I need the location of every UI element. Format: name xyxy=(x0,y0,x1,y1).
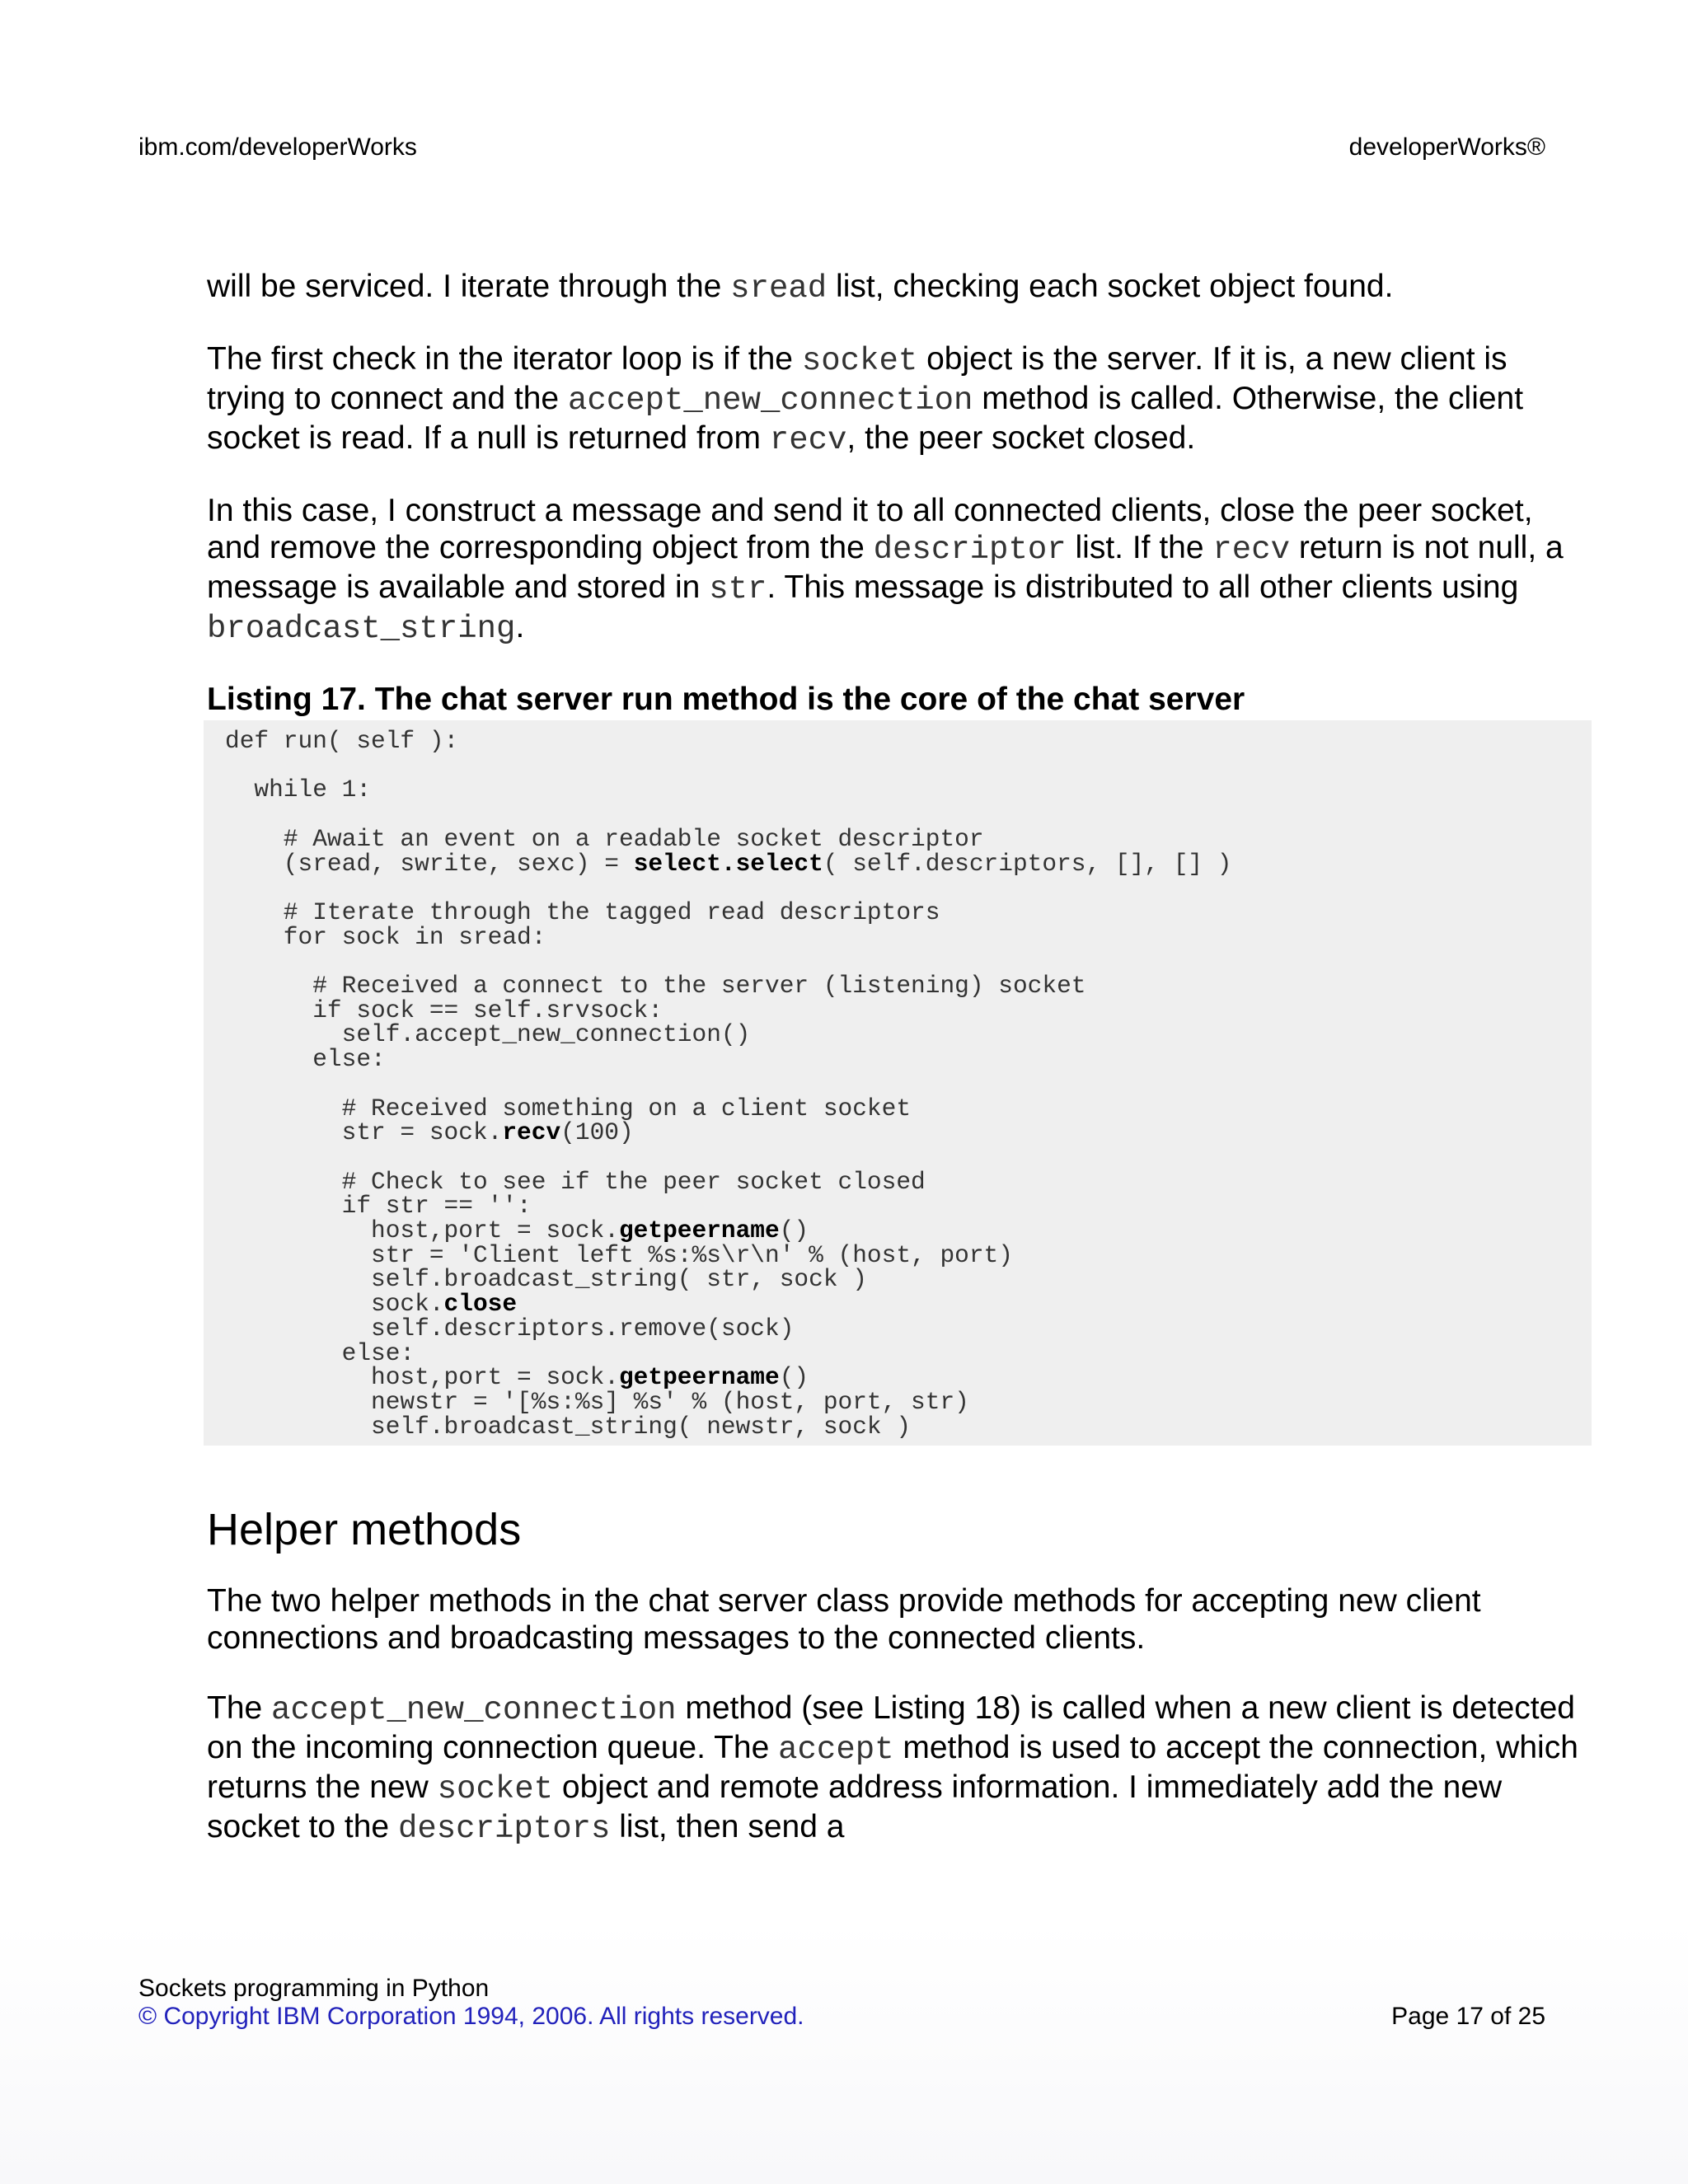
code-line: else: xyxy=(225,1338,415,1367)
code-line xyxy=(225,754,1592,779)
text: object is the server. If it is, a new client is trying to connect and the xyxy=(207,341,1507,416)
text: method is used to accept the connection, which returns the new xyxy=(207,1730,1578,1805)
paragraph xyxy=(207,492,1592,648)
inline-code: accept_new_connection xyxy=(271,1692,677,1728)
code-line: self.broadcast_string( str, sock ) xyxy=(225,1265,867,1294)
code-line xyxy=(225,949,1592,974)
code-listing xyxy=(204,720,1592,1446)
text: In this case, I construct a message and send it to all connected clients, close the peer socket, and remove the corresponding object from the xyxy=(207,493,1533,565)
code-line: for sock in sread: xyxy=(225,922,546,951)
code-line: str = sock.recv(100) xyxy=(225,1118,634,1147)
code-line: # Check to see if the peer socket closed xyxy=(225,1167,926,1196)
inline-code: socket xyxy=(801,343,918,379)
code-line: self.descriptors.remove(sock) xyxy=(225,1314,795,1343)
section-heading: Helper methods xyxy=(207,1505,522,1554)
code-line: host,port = sock.getpeername() xyxy=(225,1216,809,1245)
footer-copyright-link[interactable]: © Copyright IBM Corporation 1994, 2006. All rights reserved. xyxy=(138,2003,804,2030)
paragraph xyxy=(207,340,1592,459)
code-line: host,port = sock.getpeername() xyxy=(225,1363,809,1392)
code-line: # Received a connect to the server (listening) socket xyxy=(225,972,1086,1001)
text: The first check in the iterator loop is if the xyxy=(207,341,802,377)
inline-code: recv xyxy=(769,422,847,458)
text: . This message is distributed to all other clients using xyxy=(767,569,1519,605)
code-line: sock.close xyxy=(225,1290,518,1319)
inline-code: descriptors xyxy=(397,1811,611,1847)
text: list. If the xyxy=(1066,530,1213,565)
code-line: str = 'Client left %s:%s\r\n' % (host, port) xyxy=(225,1240,1013,1269)
text: will be serviced. I iterate through the xyxy=(207,269,731,304)
inline-code: broadcast_string xyxy=(207,611,516,647)
code-line: (sread, swrite, sexc) = select.select( self.descriptors, [], [] ) xyxy=(225,849,1232,878)
code-line: # Received something on a client socket xyxy=(225,1094,912,1122)
inline-code: recv xyxy=(1212,532,1291,568)
text: method is called. Otherwise, the client socket is read. If a null is returned from xyxy=(207,381,1524,456)
inline-code: socket xyxy=(437,1771,554,1807)
text: , the peer socket closed. xyxy=(846,420,1196,456)
text: . xyxy=(515,609,525,644)
code-line: self.accept_new_connection() xyxy=(225,1020,751,1049)
text: return is not null, a message is available and stored in xyxy=(207,530,1564,605)
inline-code: accept_new_connection xyxy=(567,382,973,419)
code-line xyxy=(225,876,1592,901)
inline-code: accept xyxy=(778,1732,894,1768)
inline-code: descriptor xyxy=(873,532,1067,568)
code-line: # Iterate through the tagged read descriptors xyxy=(225,898,940,926)
code-line: self.broadcast_string( newstr, sock ) xyxy=(225,1412,912,1441)
code-line: def run( self ): xyxy=(225,727,459,755)
paragraph xyxy=(207,268,1592,307)
code-line: # Await an event on a readable socket descriptor xyxy=(225,824,984,853)
code-line: while 1: xyxy=(225,776,372,804)
code-line xyxy=(225,1146,1592,1170)
text: list, then send a xyxy=(610,1809,845,1844)
text: object and remote address information. I immediately add the new socket to the xyxy=(207,1769,1503,1844)
paragraph: The two helper methods in the chat server class provide methods for accepting new client connections and broadcasting messages to the connected clients. xyxy=(207,1583,1481,1656)
header-brand: developerWorks® xyxy=(1348,134,1545,161)
inline-code: sread xyxy=(730,270,828,307)
code-line: if sock == self.srvsock: xyxy=(225,996,663,1024)
paragraph xyxy=(207,1690,1592,1848)
text: method (see Listing 18) is called when a new client is detected on the incoming connection queue. The xyxy=(207,1690,1575,1765)
inline-code: str xyxy=(709,571,767,607)
footer-doc-title: Sockets programming in Python xyxy=(138,1975,490,2002)
header-site-url: ibm.com/developerWorks xyxy=(138,134,417,161)
text: list, checking each socket object found. xyxy=(827,269,1394,304)
code-line: else: xyxy=(225,1045,386,1074)
footer-page-number: Page 17 of 25 xyxy=(1391,2003,1545,2030)
code-line xyxy=(225,1072,1592,1097)
code-line: newstr = '[%s:%s] %s' % (host, port, str) xyxy=(225,1387,969,1416)
text: The xyxy=(207,1690,272,1726)
code-line xyxy=(225,803,1592,827)
article-body xyxy=(207,268,1592,1881)
code-line: if str == '': xyxy=(225,1192,532,1221)
listing-title: Listing 17. The chat server run method is the core of the chat server xyxy=(207,682,1245,717)
